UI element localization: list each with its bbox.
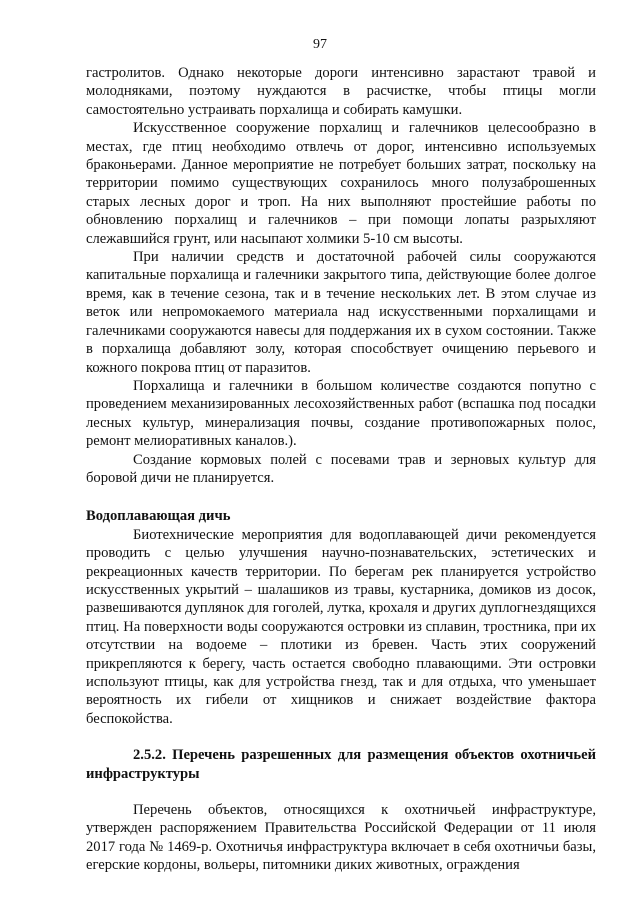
heading-waterfowl: Водоплавающая дичь	[86, 508, 231, 525]
paragraph-infrastructure-list: Перечень объектов, относящихся к охотничьей инфраструктуре, утвержден распоряжением Правительства Российской Федерации от 11 июля 2017 года № 1469-р. Охотничья инфраструктура включает в себя охотничьи базы, егерские кордоны, вольеры, питомники диких животных, ограждения	[86, 802, 596, 874]
page-number: 97	[313, 37, 327, 52]
paragraph-forestry-works: Порхалища и галечники в большом количестве создаются попутно с проведением механизированных лесохозяйственных работ (вспашка под посадки лесных культур, минерализация почвы, создание противопожарных полос, ремонт мелиоративных каналов.).	[86, 377, 596, 450]
section-heading-infrastructure: 2.5.2. Перечень разрешенных для размещения объектов охотничьей инфраструктуры	[86, 747, 596, 782]
paragraph-waterfowl-measures: Биотехнические мероприятия для водоплавающей дичи рекомендуется проводить с целью улучшения научно-познавательских, эстетических и рекреационных качеств территории. По берегам рек планируется устройство искусственных укрытий – шалашиков из травы, кустарника, домиков из досок, развешиваются дуплянок для гоголей, лутка, крохаля и других дуплогнездящихся птиц. На поверхности воды сооружаются островки из сплавин, тростника, при их отсутствии на водоеме – плотики из бревен. Часть этих сооружений прикрепляются к берегу, часть остается свободно плавающими. Эти островки используют птицы, как для устройства гнезд, так и для отдыха, что уменьшает вероятность их гибели от хищников и снижает воздействие фактора беспокойства.	[86, 526, 596, 727]
paragraph-gastrolith-roads: гастролитов. Однако некоторые дороги интенсивно зарастают травой и молодняками, поэтому нуждаются в расчистке, чтобы птицы могли самостоятельно устраивать порхалища и собирать камушки.	[86, 65, 596, 118]
paragraph-artificial-dust-baths: Искусственное сооружение порхалищ и галечников целесообразно в местах, где птиц необходимо отвлечь от дорог, интенсивно используемых браконьерами. Данное мероприятие не потребует больших затрат, поскольку на территории помимо существующих сохранилось много полузаброшенных старых лесных дорог и троп. На них выполняют простейшие работы по обновлению порхалищ и галечников – при помощи лопаты разрыхляют слежавшийся грунт, или насыпают холмики 5-10 см высоты.	[86, 120, 596, 247]
paragraph-capital-dust-baths: При наличии средств и достаточной рабочей силы сооружаются капитальные порхалища и галечники закрытого типа, действующие более долгое время, как в течение сезона, так и в течение нескольких лет. В этом случае из веток или непромокаемого материала над искусственными порхалищами и галечниками сооружаются навесы для поддержания их в сухом состоянии. Также в порхалища добавляют золу, которая способствует очищению перьевого и кожного покрова птиц от паразитов.	[86, 249, 596, 376]
page-body	[86, 64, 596, 875]
paragraph-feeding-fields: Создание кормовых полей с посевами трав и зерновых культур для боровой дичи не планируется.	[86, 451, 596, 486]
